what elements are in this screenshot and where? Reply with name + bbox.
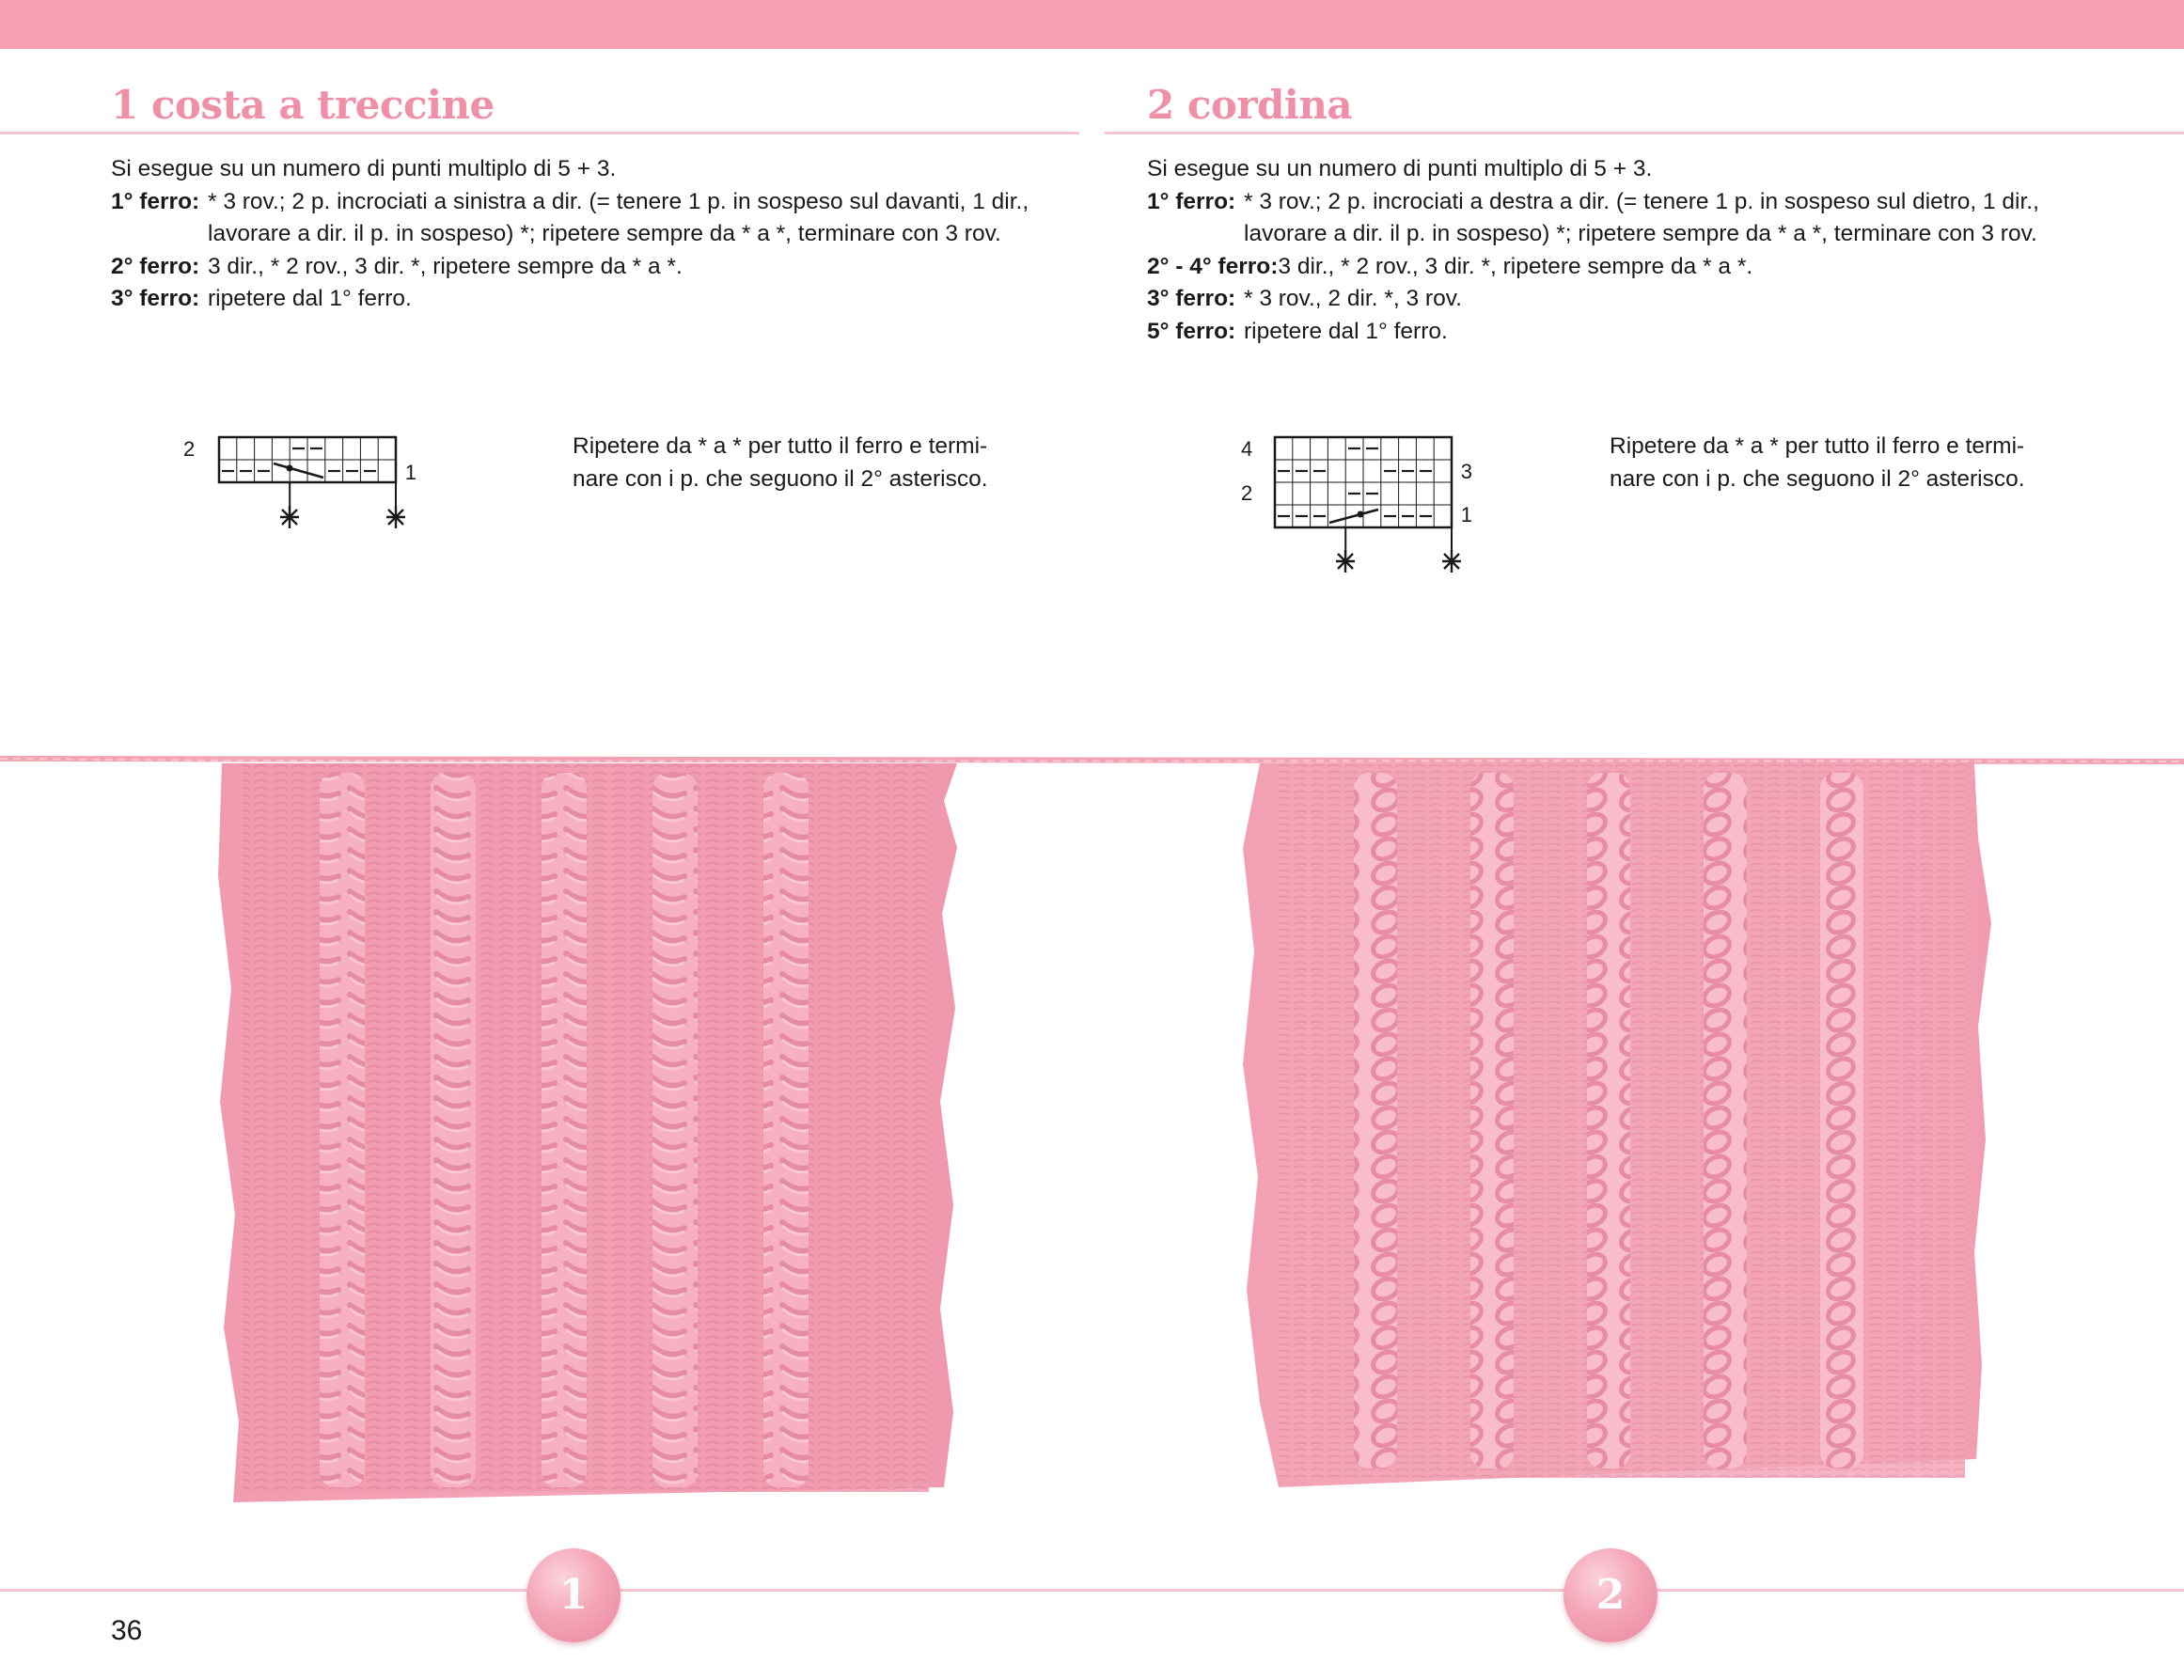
bottom-rule xyxy=(0,1589,2184,1592)
cable-column xyxy=(763,773,809,1487)
stitch-chart-2 xyxy=(1232,428,1504,578)
asterisk-icon xyxy=(1442,550,1461,573)
chart-grid xyxy=(219,437,396,482)
knit-swatch-2 xyxy=(1241,763,1993,1506)
pattern-section-2 xyxy=(1147,49,2181,348)
cable-column xyxy=(1470,773,1514,1468)
cable-column xyxy=(1354,773,1397,1468)
page-number: 36 xyxy=(111,1615,143,1646)
stitch-chart-1 xyxy=(179,428,423,541)
swatch-number: 1 xyxy=(558,1571,589,1619)
instruction-row xyxy=(1147,316,2181,349)
chart-row-label: 3 xyxy=(1460,460,1472,483)
row-label: 2° ferro: xyxy=(111,253,200,279)
asterisk-icon xyxy=(1336,550,1355,573)
row-text: * 3 rov.; 2 p. incrociati a sinistra a dir. (= tenere 1 p. in sospeso sul davanti, 1 dir., lavorare a dir. il p. in sospeso) *; ripetere sempre da * a *, terminare con 3 rov. xyxy=(208,188,1029,246)
pattern-intro: Si esegue su un numero di punti multiplo di 5 + 3. xyxy=(1147,156,1653,181)
instruction-row xyxy=(111,283,1145,316)
cross-stitch-symbol xyxy=(274,463,323,478)
cable-column xyxy=(1820,773,1863,1468)
cable-column xyxy=(1587,773,1630,1468)
pattern-title: 1 costa a treccine xyxy=(111,82,495,128)
instruction-row xyxy=(1147,283,2181,316)
chart-row-label: 4 xyxy=(1241,437,1253,461)
asterisk-icon xyxy=(280,506,299,528)
chart-row-label: 2 xyxy=(1241,481,1253,505)
pattern-title: 2 cordina xyxy=(1147,82,1353,128)
cable-column xyxy=(652,773,698,1487)
knit-swatch-1 xyxy=(214,763,957,1506)
row-label: 5° ferro: xyxy=(1147,318,1236,344)
cable-column xyxy=(1704,773,1747,1468)
repeat-marker xyxy=(290,482,396,517)
row-text: 3 dir., * 2 rov., 3 dir. *, ripetere sempre da * a *. xyxy=(208,253,683,279)
row-text: * 3 rov.; 2 p. incrociati a destra a dir. (= tenere 1 p. in sospeso sul dietro, 1 dir., lavorare a dir. il p. in sospeso) *; ripetere sempre da * a *, terminare con 3 rov. xyxy=(1244,188,2039,246)
pattern-intro: Si esegue su un numero di punti multiplo di 5 + 3. xyxy=(111,156,617,181)
cable-column xyxy=(431,773,476,1487)
row-label: 3° ferro: xyxy=(111,286,200,311)
instruction-row xyxy=(1147,186,2181,251)
row-label: 1° ferro: xyxy=(111,188,200,214)
row-text: ripetere dal 1° ferro. xyxy=(1244,318,1448,344)
yarn-ball-icon xyxy=(526,1548,621,1642)
row-text: ripetere dal 1° ferro. xyxy=(208,286,412,311)
row-text: * 3 rov., 2 dir. *, 3 rov. xyxy=(1244,286,1462,311)
top-color-band xyxy=(0,0,2184,49)
repeat-note: Ripetere da * a * per tutto il ferro e termi- nare con i p. che seguono il 2° asterisco. xyxy=(573,433,988,492)
swatch-number: 2 xyxy=(1595,1571,1626,1619)
cable-column xyxy=(320,773,365,1487)
repeat-marker xyxy=(1345,527,1452,561)
chart-row-label: 2 xyxy=(183,437,196,461)
cable-column xyxy=(542,773,587,1487)
row-label: 2° - 4° ferro: xyxy=(1147,253,1279,279)
row-text: 3 dir., * 2 rov., 3 dir. *, ripetere sempre da * a *. xyxy=(1278,253,1753,279)
row-label: 3° ferro: xyxy=(1147,286,1236,311)
pattern-instructions xyxy=(111,153,1145,316)
pattern-section-1 xyxy=(111,49,1145,316)
instruction-row xyxy=(1147,251,2181,284)
repeat-note: Ripetere da * a * per tutto il ferro e termi- nare con i p. che seguono il 2° asterisco. xyxy=(1610,433,2025,492)
row-label: 1° ferro: xyxy=(1147,188,1236,214)
pattern-instructions xyxy=(1147,153,2181,348)
chart-row-label: 1 xyxy=(404,461,416,484)
yarn-ball-icon xyxy=(1563,1548,1658,1642)
chart-row-label: 1 xyxy=(1460,503,1472,526)
asterisk-icon xyxy=(386,506,405,528)
instruction-row xyxy=(111,186,1145,251)
instruction-row xyxy=(111,251,1145,284)
cross-stitch-symbol xyxy=(1329,510,1378,523)
